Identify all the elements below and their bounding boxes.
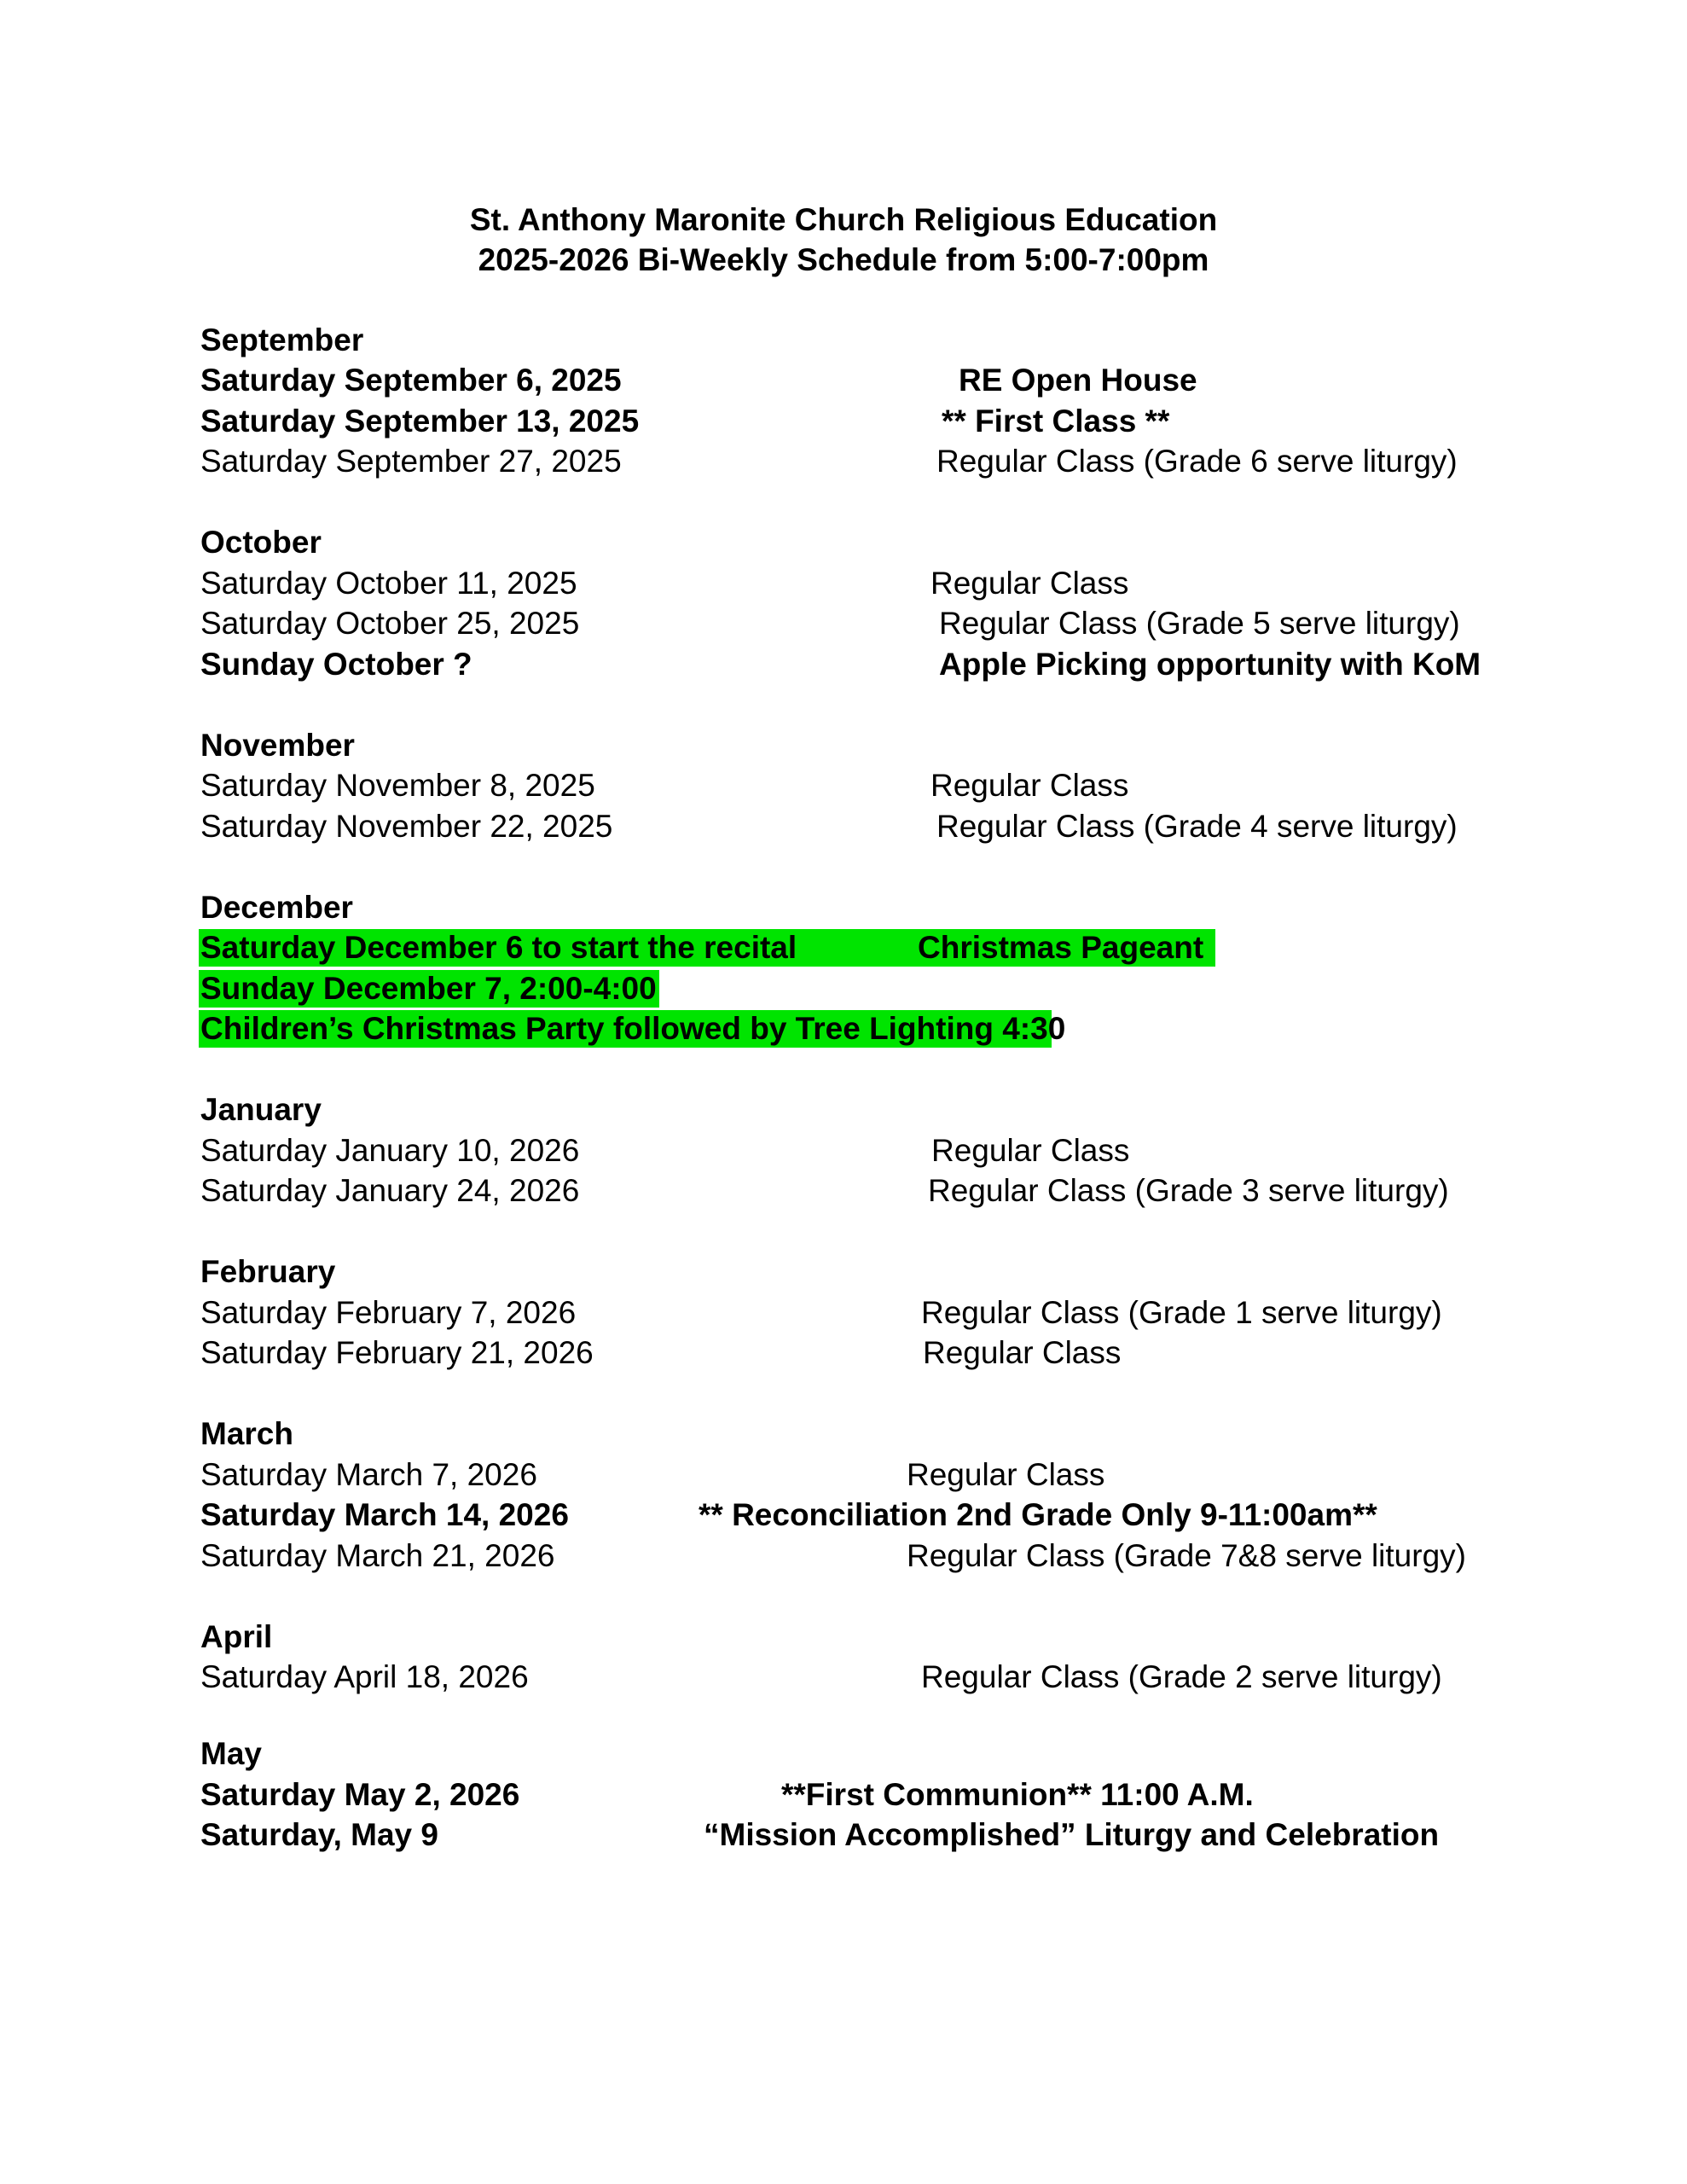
schedule-row bbox=[0, 1008, 1687, 1048]
schedule-row bbox=[0, 1495, 1687, 1535]
row-description: Regular Class (Grade 1 serve liturgy) bbox=[921, 1295, 1442, 1330]
row-description: Regular Class bbox=[930, 768, 1129, 803]
month-header: April bbox=[200, 1619, 273, 1654]
row-description: ** First Class ** bbox=[942, 404, 1170, 439]
row-description: RE Open House bbox=[959, 363, 1197, 398]
row-description: Apple Picking opportunity with KoM bbox=[939, 647, 1481, 682]
row-date: Children’s Christmas Party followed by Tree Lighting 4:30 bbox=[200, 1011, 1066, 1046]
row-description: ** Reconciliation 2nd Grade Only 9-11:00am** bbox=[699, 1497, 1377, 1532]
row-date: Saturday September 27, 2025 bbox=[200, 444, 622, 479]
row-description: **First Communion** 11:00 A.M. bbox=[781, 1777, 1254, 1812]
row-description: Regular Class (Grade 7&8 serve liturgy) bbox=[907, 1538, 1466, 1573]
row-date: Saturday March 7, 2026 bbox=[200, 1457, 537, 1492]
schedule-row bbox=[0, 1130, 1687, 1170]
schedule-row bbox=[0, 1333, 1687, 1373]
month-header: October bbox=[200, 525, 322, 560]
row-description: Regular Class (Grade 4 serve liturgy) bbox=[936, 809, 1458, 844]
schedule-row bbox=[0, 1292, 1687, 1333]
row-date: Saturday, May 9 bbox=[200, 1817, 438, 1852]
schedule-row bbox=[0, 968, 1687, 1008]
row-date: Saturday October 25, 2025 bbox=[200, 606, 580, 641]
month-header: January bbox=[200, 1092, 322, 1127]
row-date: Saturday March 14, 2026 bbox=[200, 1497, 569, 1532]
row-description: “Mission Accomplished” Liturgy and Celebration bbox=[704, 1817, 1440, 1852]
row-date: Saturday March 21, 2026 bbox=[200, 1538, 555, 1573]
month-header: December bbox=[200, 890, 353, 925]
row-description: Regular Class bbox=[923, 1335, 1122, 1370]
row-date: Saturday February 7, 2026 bbox=[200, 1295, 577, 1330]
month-header: September bbox=[200, 322, 364, 357]
schedule-row bbox=[0, 401, 1687, 441]
month-header: November bbox=[200, 728, 355, 763]
row-date: Saturday November 8, 2025 bbox=[200, 768, 595, 803]
row-date: Saturday October 11, 2025 bbox=[200, 566, 577, 601]
schedule-row bbox=[0, 806, 1687, 846]
row-date: Saturday September 13, 2025 bbox=[200, 404, 640, 439]
row-description: Regular Class bbox=[931, 1133, 1130, 1168]
row-date: Sunday October ? bbox=[200, 647, 472, 682]
row-description: Regular Class (Grade 6 serve liturgy) bbox=[936, 444, 1458, 479]
row-description: Christmas Pageant bbox=[918, 930, 1204, 965]
schedule-row bbox=[0, 1657, 1687, 1697]
row-date: Saturday September 6, 2025 bbox=[200, 363, 622, 398]
row-description: Regular Class (Grade 3 serve liturgy) bbox=[928, 1173, 1449, 1208]
row-date: Saturday May 2, 2026 bbox=[200, 1777, 520, 1812]
row-description: Regular Class bbox=[907, 1457, 1105, 1492]
schedule-row bbox=[0, 441, 1687, 481]
row-date: Saturday December 6 to start the recital bbox=[200, 930, 797, 965]
schedule-row bbox=[0, 563, 1687, 603]
month-header: March bbox=[200, 1416, 293, 1451]
row-description: Regular Class (Grade 2 serve liturgy) bbox=[921, 1659, 1442, 1694]
schedule-row bbox=[0, 1774, 1687, 1815]
month-header: February bbox=[200, 1254, 336, 1289]
row-date: Saturday January 10, 2026 bbox=[200, 1133, 580, 1168]
schedule-row bbox=[0, 1455, 1687, 1495]
schedule-row bbox=[0, 765, 1687, 805]
schedule-row bbox=[0, 360, 1687, 400]
document-title-line-2: 2025-2026 Bi-Weekly Schedule from 5:00-7:00pm bbox=[478, 242, 1209, 277]
schedule-row bbox=[0, 1536, 1687, 1576]
row-date: Saturday January 24, 2026 bbox=[200, 1173, 580, 1208]
month-header: May bbox=[200, 1736, 262, 1771]
row-date: Sunday December 7, 2:00-4:00 bbox=[200, 971, 657, 1006]
row-description: Regular Class (Grade 5 serve liturgy) bbox=[939, 606, 1460, 641]
schedule-row bbox=[0, 1170, 1687, 1211]
schedule-row bbox=[0, 603, 1687, 643]
row-date: Saturday November 22, 2025 bbox=[200, 809, 613, 844]
schedule-row bbox=[0, 1815, 1687, 1855]
document-title-line-1: St. Anthony Maronite Church Religious Education bbox=[469, 202, 1218, 237]
schedule-row bbox=[0, 927, 1687, 967]
row-date: Saturday February 21, 2026 bbox=[200, 1335, 594, 1370]
schedule-row bbox=[0, 644, 1687, 684]
row-description: Regular Class bbox=[930, 566, 1129, 601]
row-date: Saturday April 18, 2026 bbox=[200, 1659, 529, 1694]
